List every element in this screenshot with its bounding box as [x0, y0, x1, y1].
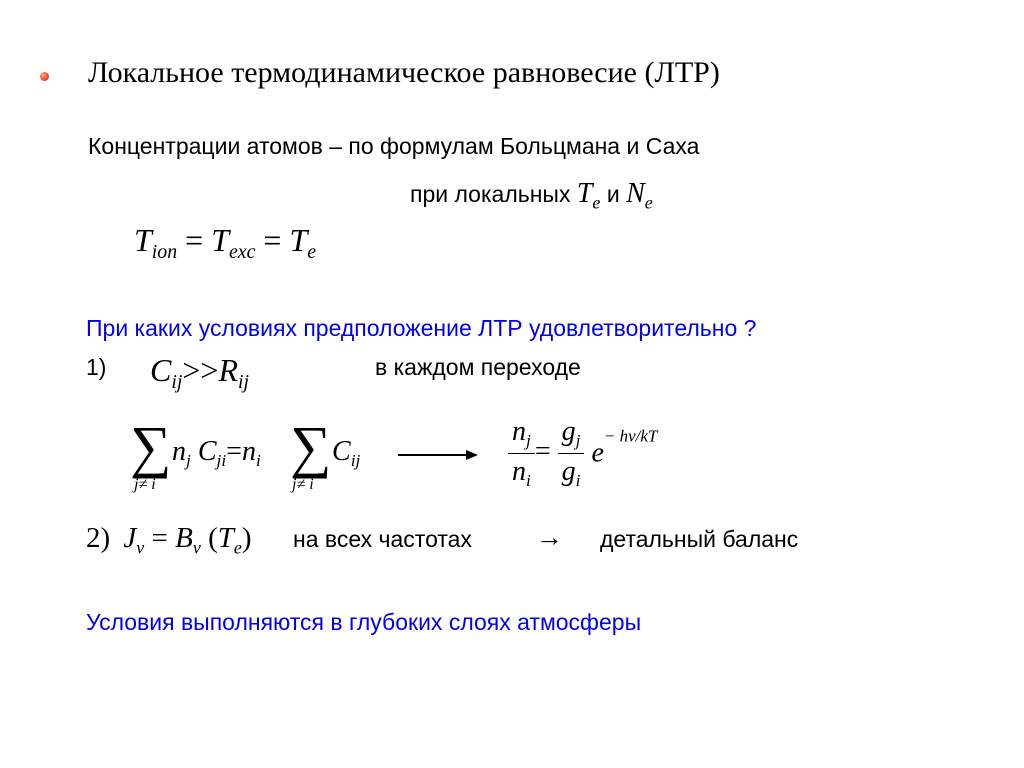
n-j: n	[172, 436, 186, 467]
g-num: g	[561, 416, 576, 447]
equals-balance: =	[226, 436, 242, 467]
equals-2: =	[263, 222, 282, 258]
much-greater: >>	[182, 352, 219, 388]
sub-i-g: i	[575, 471, 581, 491]
arrow-right-icon: →	[536, 522, 563, 552]
R-symbol: R	[218, 352, 239, 388]
local-params-line	[410, 178, 653, 213]
equals-1: =	[185, 222, 204, 258]
equals-ratio: =	[534, 435, 551, 467]
sub-ji: ji	[216, 451, 227, 471]
sub-e: e	[307, 240, 317, 263]
condition-2-formula	[86, 522, 252, 558]
slide-title: Локальное термодинамическое равновесие (ЛТР)	[88, 56, 720, 89]
sub-nu-1: ν	[136, 537, 145, 558]
conclusion-line: Условия выполняются в глубоких слоях атмосферы	[86, 609, 642, 635]
C-symbol: C	[150, 352, 172, 388]
sum-symbol-1: ∑	[130, 414, 172, 479]
sub-ij-3: ij	[350, 451, 361, 471]
sub-j-num: j	[526, 431, 531, 451]
B-symbol: B	[175, 522, 193, 554]
exp-power: − hν/kT	[603, 426, 658, 446]
sub-exc: exc	[228, 240, 256, 263]
symbol-e-sub-2: e	[644, 192, 653, 213]
sub-j: j	[186, 451, 191, 471]
condition-1-formula	[150, 352, 249, 394]
exp-base: e	[591, 437, 604, 469]
long-arrow-icon	[398, 448, 478, 462]
n-den: n	[512, 456, 526, 488]
condition-2-text: на всех частотах	[293, 526, 472, 552]
n-i: n	[241, 436, 256, 467]
sum-symbol-2: ∑	[290, 414, 332, 479]
T-e: T	[289, 222, 308, 258]
sum-limit-1: j≠ i	[134, 476, 156, 493]
condition-1-number: 1)	[86, 354, 107, 380]
temperature-equation	[134, 222, 316, 264]
ratio-equation	[508, 416, 657, 491]
paren-open: (	[208, 522, 218, 554]
condition-1-text: в каждом переходе	[375, 354, 581, 380]
fraction-n	[508, 416, 535, 491]
C-ji: C	[197, 436, 217, 467]
sub-ij-2: ij	[238, 370, 250, 393]
paren-close: )	[241, 522, 252, 554]
sub-i-den: i	[526, 471, 531, 491]
sub-e-cond2: e	[233, 537, 242, 558]
equals-cond2: =	[151, 522, 168, 554]
condition-2-number: 2)	[86, 522, 111, 554]
local-params-and: и	[606, 181, 620, 207]
symbol-N: N	[626, 178, 645, 209]
sub-j-g: j	[575, 431, 581, 451]
J-symbol: J	[123, 522, 137, 554]
balance-equation	[130, 414, 390, 498]
sum-limit-2: j≠ i	[292, 476, 314, 493]
sub-ij-1: ij	[171, 370, 183, 393]
g-den: g	[561, 456, 576, 488]
C-ij: C	[332, 436, 351, 467]
T-ion: T	[134, 222, 152, 258]
concentrations-line: Концентрации атомов – по формулам Больцмана и Саха	[88, 133, 700, 159]
T-exc: T	[211, 222, 229, 258]
symbol-e-sub: e	[592, 192, 601, 213]
sub-nu-2: ν	[192, 537, 201, 558]
bullet-icon	[40, 72, 49, 81]
sub-i: i	[255, 451, 261, 471]
T-cond2: T	[217, 522, 234, 554]
condition-2-result: детальный баланс	[600, 526, 799, 552]
sub-ion: ion	[151, 240, 178, 263]
n-num: n	[512, 416, 526, 447]
symbol-T: T	[576, 178, 593, 209]
fraction-g	[558, 416, 585, 491]
local-params-prefix: при локальных	[410, 181, 571, 207]
question-line: При каких условиях предположение ЛТР удовлетворительно ?	[86, 315, 757, 341]
